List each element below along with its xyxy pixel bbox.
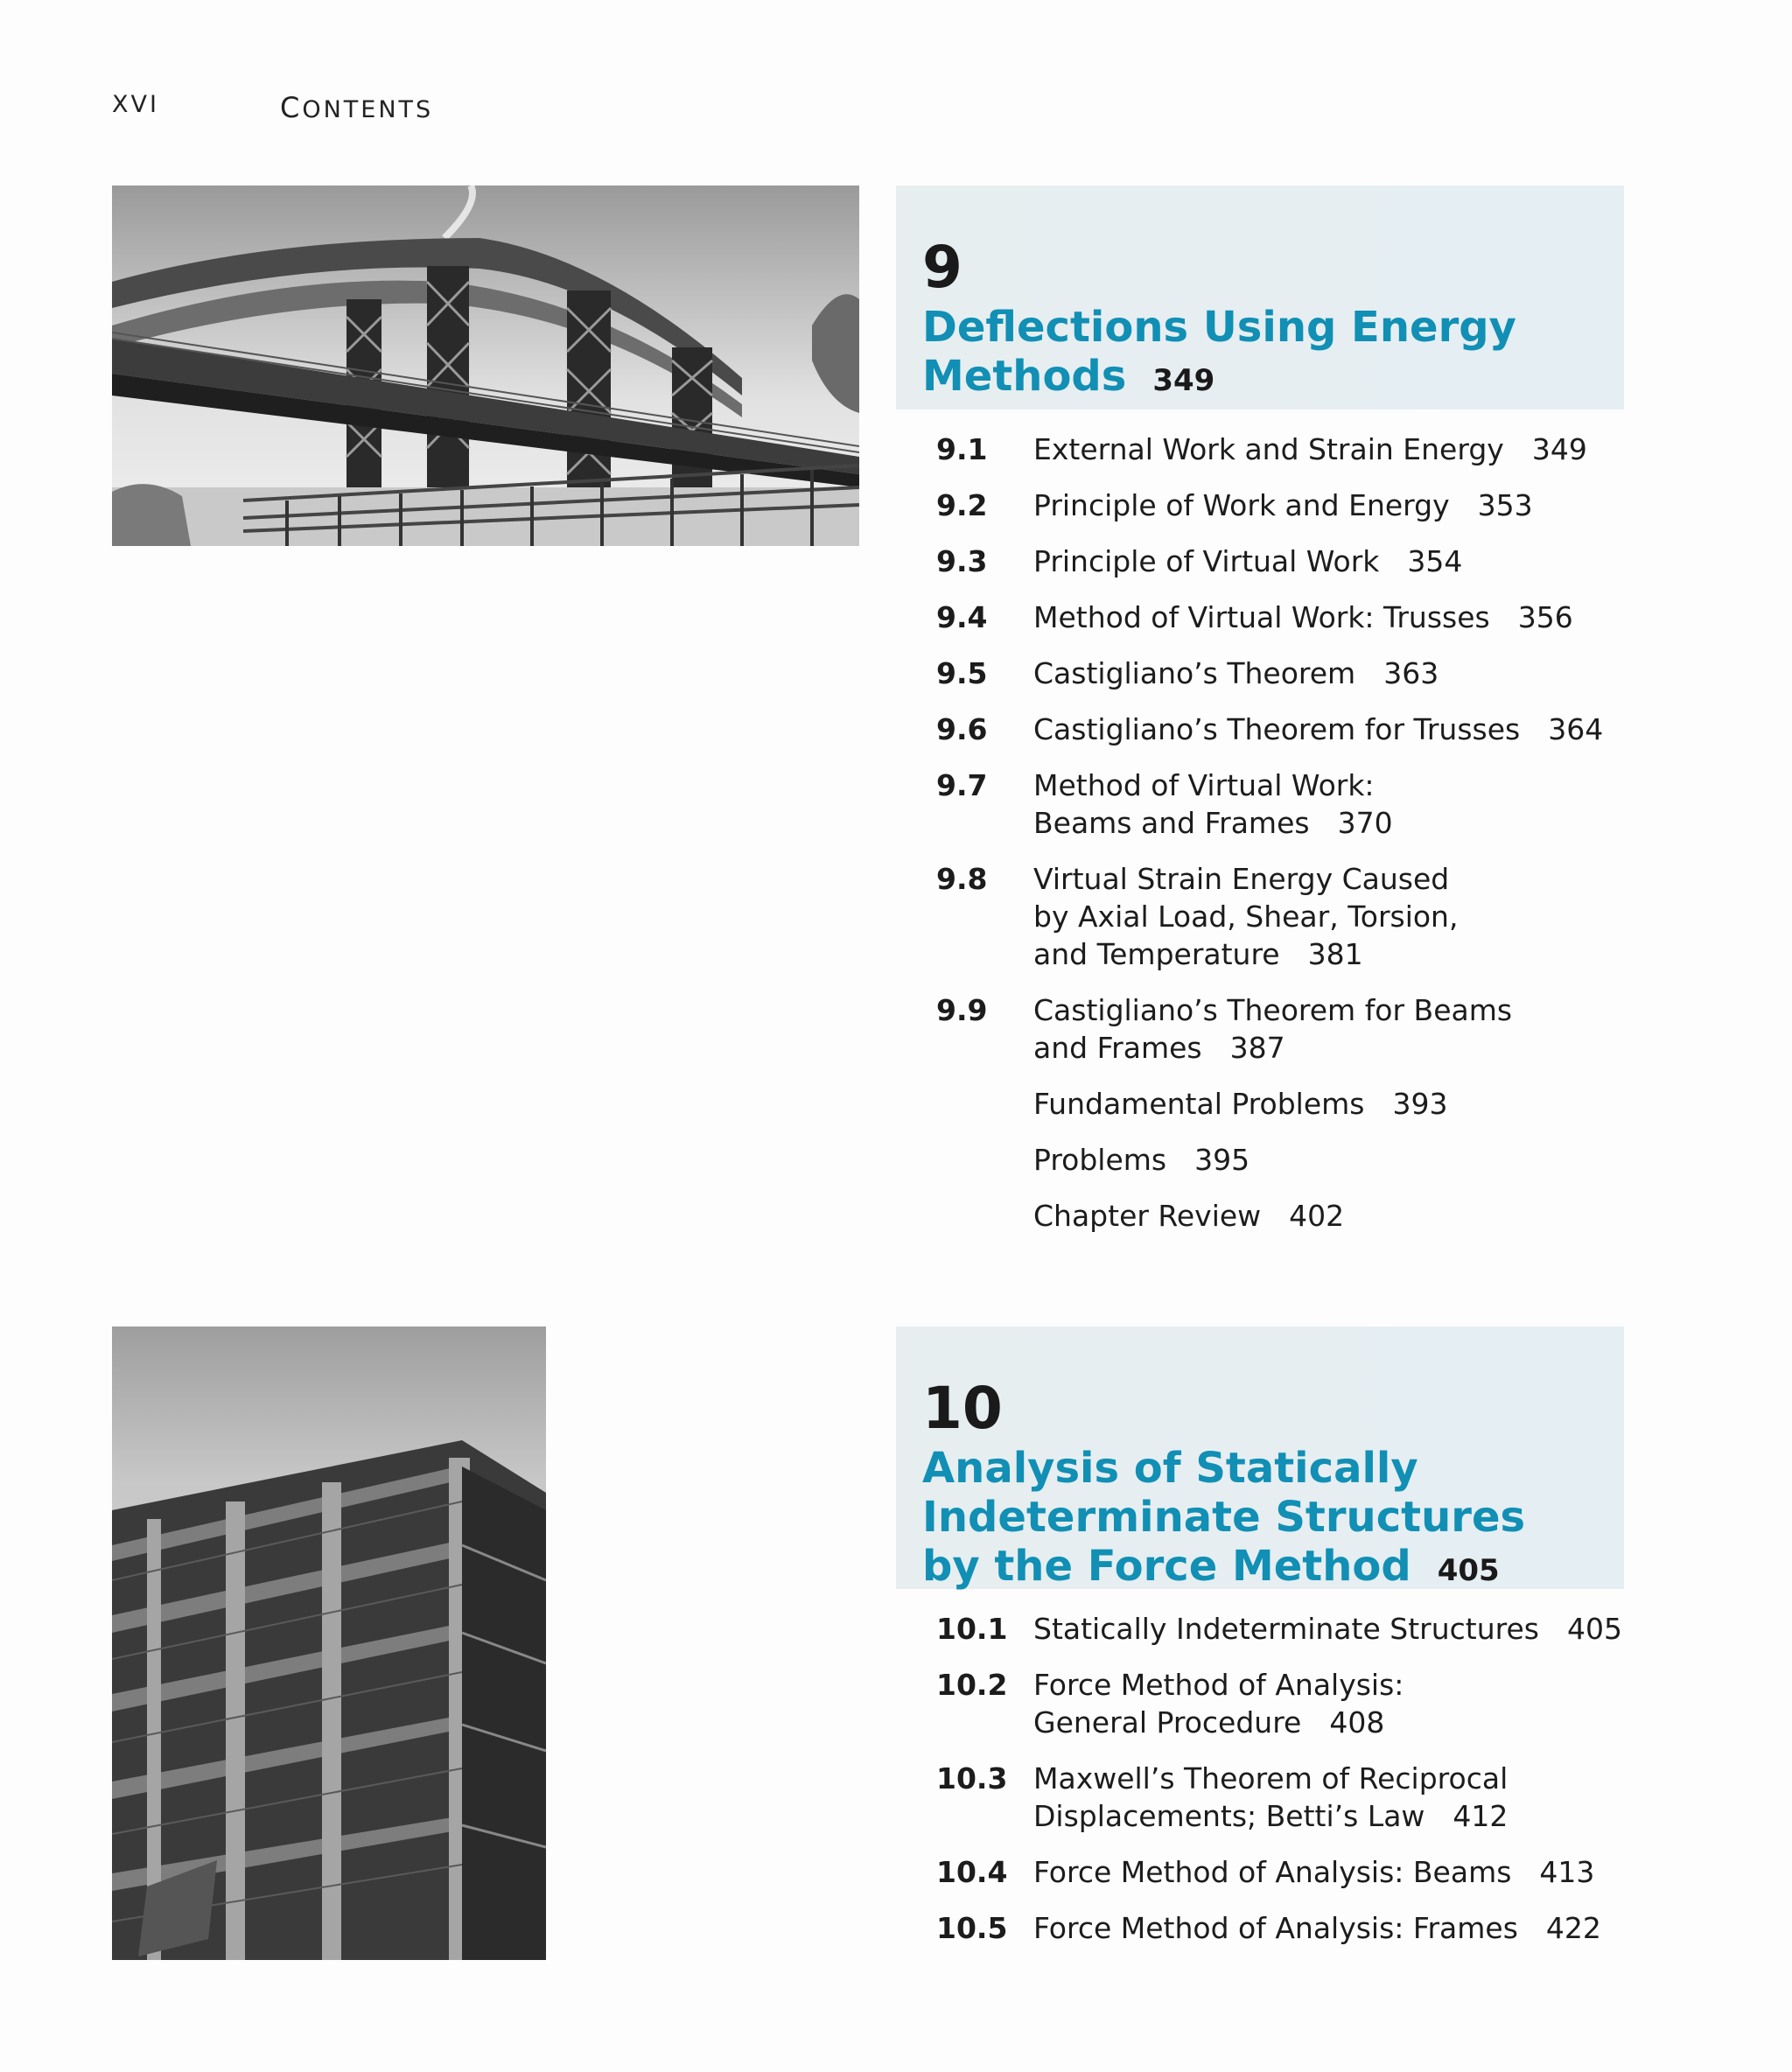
section-page: 356 [1517,600,1573,634]
section-number: 9.7 [936,768,988,802]
section-title-line: Force Method of Analysis: Beams 413 [1033,1855,1595,1889]
section-title-line: Virtual Strain Energy Caused [1033,862,1450,896]
section-title-line: Chapter Review 402 [1033,1199,1345,1233]
toc-entry[interactable] [896,1610,1624,1648]
chapter-title[interactable] [922,303,1598,405]
toc-entry[interactable] [896,542,1624,580]
section-title [1033,1760,1624,1835]
section-page: 395 [1194,1143,1250,1177]
section-number: 9.6 [936,712,988,746]
section-number: 10.2 [936,1668,1008,1702]
chapter-title-line: Deflections Using Energy [922,303,1516,352]
chapter-page: 405 [1437,1553,1500,1588]
section-page: 370 [1337,806,1393,840]
toc-entry[interactable] [896,1666,1624,1741]
section-title [1033,710,1624,748]
section-title-line: Statically Indeterminate Structures 405 [1033,1612,1622,1646]
toc-entry[interactable] [896,766,1624,842]
toc-entry[interactable] [896,1197,1624,1235]
chapter-title-line: Indeterminate Structures [922,1493,1526,1542]
section-title [1033,654,1624,692]
section-title [1033,860,1624,973]
page-number: XVI [112,91,159,118]
section-title-line: and Temperature 381 [1033,937,1363,971]
section-title-line: Beams and Frames 370 [1033,806,1393,840]
section-title-line: Force Method of Analysis: Frames 422 [1033,1911,1601,1945]
chapter-number: 9 [922,234,962,301]
chapter-header [896,1326,1624,1589]
bridge-photo [112,186,859,546]
section-title [1033,1197,1624,1235]
toc-entry[interactable] [896,654,1624,692]
section-number: 10.4 [936,1855,1008,1889]
section-page: 422 [1545,1911,1601,1945]
chapter-title-line: by the Force Method 405 [922,1542,1500,1591]
section-title [1033,598,1624,636]
toc-entry[interactable] [896,1853,1624,1891]
section-page: 387 [1229,1031,1285,1065]
section-page: 405 [1566,1612,1622,1646]
section-number: 10.5 [936,1911,1008,1945]
section-list [896,1589,1624,1947]
section-title-line: Fundamental Problems 393 [1033,1087,1448,1121]
running-head [112,91,434,124]
section-page: 393 [1392,1087,1448,1121]
section-page: 349 [1531,432,1587,466]
section-page: 363 [1383,656,1439,690]
toc-entry[interactable] [896,598,1624,636]
chapter-title-line: Methods 349 [922,352,1215,401]
toc-entry[interactable] [896,991,1624,1067]
section-title [1033,1141,1624,1179]
section-title [1033,1853,1624,1891]
section-title [1033,991,1624,1067]
section-number: 9.5 [936,656,988,690]
section-title [1033,766,1624,842]
section-title-line: Castigliano’s Theorem for Beams [1033,993,1513,1027]
section-title-line: by Axial Load, Shear, Torsion, [1033,900,1459,934]
section-title-line: Force Method of Analysis: [1033,1668,1404,1702]
toc-entry[interactable] [896,1141,1624,1179]
section-title-line: Method of Virtual Work: [1033,768,1375,802]
toc-entry[interactable] [896,710,1624,748]
section-number: 9.3 [936,544,988,578]
toc-entry[interactable] [896,1760,1624,1835]
section-page: 402 [1289,1199,1345,1233]
chapter-title-line: Analysis of Statically [922,1444,1418,1493]
section-page: 364 [1548,712,1604,746]
section-title-line: Method of Virtual Work: Trusses 356 [1033,600,1573,634]
section-title-line: Castigliano’s Theorem 363 [1033,656,1439,690]
section-title-line: Castigliano’s Theorem for Trusses 364 [1033,712,1604,746]
section-page: 412 [1452,1799,1508,1833]
toc-entry[interactable] [896,1909,1624,1947]
section-list [896,410,1624,1235]
chapter-header [896,186,1624,410]
section-title [1033,1666,1624,1741]
running-head-title: CONTENTS [280,91,434,124]
section-title [1033,486,1624,524]
section-page: 408 [1329,1705,1385,1740]
toc-entry[interactable] [896,1085,1624,1123]
steel-frame-image [112,1326,546,1960]
section-title [1033,1085,1624,1123]
section-number: 10.3 [936,1761,1008,1796]
chapter-number: 10 [922,1375,1003,1442]
section-page: 354 [1407,544,1463,578]
chapter-title[interactable] [922,1444,1598,1595]
section-title-line: External Work and Strain Energy 349 [1033,432,1587,466]
section-title-line: Principle of Work and Energy 353 [1033,488,1533,522]
section-number: 9.1 [936,432,988,466]
section-page: 353 [1477,488,1533,522]
section-page: 413 [1539,1855,1595,1889]
section-number: 10.1 [936,1612,1008,1646]
section-title-line: General Procedure 408 [1033,1705,1385,1740]
steel-frame-photo [112,1326,546,1960]
section-number: 9.8 [936,862,988,896]
section-title-line: Problems 395 [1033,1143,1250,1177]
section-title-line: Principle of Virtual Work 354 [1033,544,1463,578]
bridge-image [112,186,859,546]
section-title [1033,542,1624,580]
toc-entry[interactable] [896,486,1624,524]
section-page: 381 [1307,937,1363,971]
chapter-10-entry [896,1326,1624,1965]
section-title [1033,1909,1624,1947]
section-title-line: and Frames 387 [1033,1031,1285,1065]
section-title [1033,1610,1624,1648]
section-number: 9.9 [936,993,988,1027]
section-title-line: Maxwell’s Theorem of Reciprocal [1033,1761,1508,1796]
toc-entry[interactable] [896,430,1624,468]
section-number: 9.2 [936,488,988,522]
section-title [1033,430,1624,468]
chapter-9-entry [896,186,1624,1253]
section-number: 9.4 [936,600,988,634]
section-title-line: Displacements; Betti’s Law 412 [1033,1799,1508,1833]
chapter-page: 349 [1152,363,1215,398]
toc-entry[interactable] [896,860,1624,973]
